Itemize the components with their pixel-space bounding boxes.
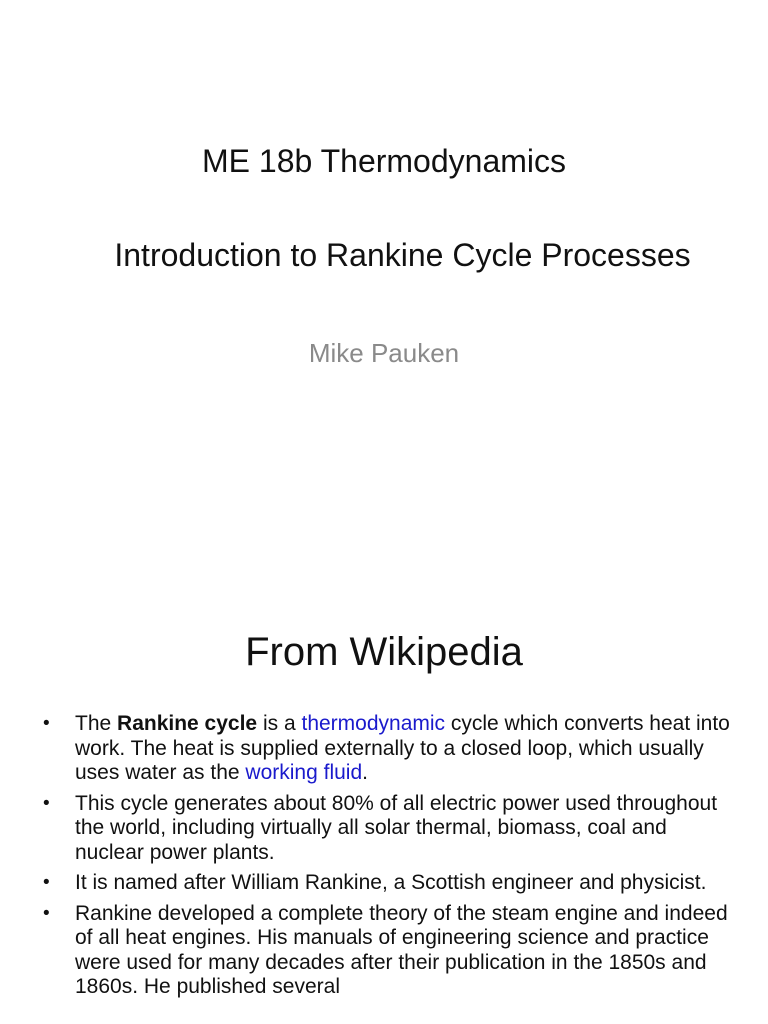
bullet-text: The (75, 712, 118, 735)
bold-term: Rankine cycle (117, 712, 258, 735)
bullet-item (40, 792, 740, 866)
slide-title: From Wikipedia (245, 630, 523, 674)
bullet-text: cycle which converts heat into work. The heat is supplied externally to a closed loop, which usually uses water as the (75, 712, 730, 784)
bullet-text: It is named after William Rankine, a Scottish engineer and physicist. (75, 871, 707, 894)
bullet-list (40, 712, 740, 1006)
bullet-icon: • (43, 872, 50, 893)
bullet-item (40, 712, 740, 786)
lecture-title: Introduction to Rankine Cycle Processes (114, 237, 691, 273)
bullet-text: This cycle generates about 80% of all electric power used throughout the world, including virtually all solar thermal, biomass, coal and nuclear power plants. (75, 791, 718, 864)
bullet-icon: • (43, 792, 50, 814)
bullet-item (40, 902, 740, 1000)
bullet-text: . (362, 761, 368, 784)
bullet-text: Rankine developed a complete theory of the steam engine and indeed of all heat engines. His manuals of engineering science and practice were used for many decades after their publication in the 1850s and 1860s. He published several (75, 901, 728, 998)
bullet-icon: • (43, 902, 50, 924)
course-title: ME 18b Thermodynamics (202, 143, 566, 179)
bullet-text: is a (257, 712, 302, 735)
bullet-item (40, 871, 740, 896)
thermodynamic-link[interactable]: thermodynamic (301, 712, 446, 735)
wikipedia-slide (0, 576, 768, 1024)
bullet-icon: • (43, 713, 50, 734)
author-name: Mike Pauken (308, 338, 460, 368)
working-fluid-link[interactable]: working fluid (245, 761, 363, 784)
